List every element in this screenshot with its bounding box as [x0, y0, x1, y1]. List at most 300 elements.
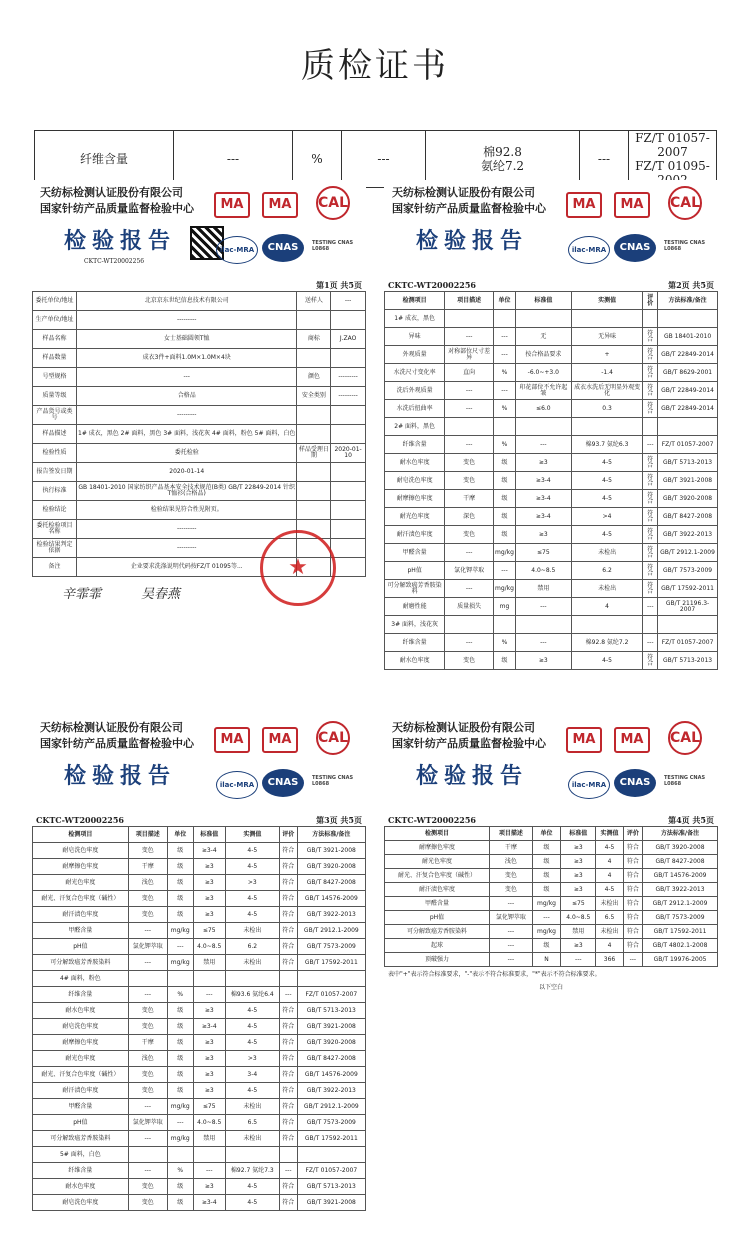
table-cell: GB/T 5713-2013 [658, 652, 718, 670]
table-cell: GB/T 2912.1-2009 [297, 923, 365, 939]
table-cell: 干摩 [128, 1035, 167, 1051]
table-cell: 禁用 [193, 1131, 225, 1147]
table-cell: 级 [494, 508, 516, 526]
report-title: 检验报告 [416, 228, 529, 254]
table-row [33, 292, 366, 311]
table-cell: 耐汗渍色牢度 [385, 883, 490, 897]
table-cell: --------- [331, 368, 366, 387]
table-cell: ≥3 [193, 859, 225, 875]
table-cell: 样品受理日期 [297, 444, 331, 463]
ilac-icon: ilac-MRA [568, 771, 610, 799]
table-cell [571, 616, 643, 634]
table-cell [445, 616, 494, 634]
table-cell: 符合 [643, 472, 658, 490]
table-cell: 符合 [279, 1035, 297, 1051]
table-cell: 耐光色牢度 [33, 875, 129, 891]
table-cell: 洗后外观质量 [385, 382, 445, 400]
table-cell: 干摩 [445, 490, 494, 508]
table-cell: 颜色 [297, 368, 331, 387]
table-cell: GB/T 7573-2009 [658, 562, 718, 580]
table-cell: 符合 [279, 843, 297, 859]
table-cell: 符合 [643, 562, 658, 580]
table-cell: -1.4 [571, 364, 643, 382]
table-cell: 4-5 [225, 907, 279, 923]
table-cell: --- [515, 598, 571, 616]
table-cell: 级 [167, 1195, 193, 1211]
table-row [385, 953, 718, 967]
table-cell: 耐光色牢度 [385, 508, 445, 526]
table-cell: 变色 [128, 1179, 167, 1195]
table-row [33, 923, 366, 939]
table-cell: --- [494, 346, 516, 364]
table-cell: ≥3-4 [515, 472, 571, 490]
table-cell [658, 418, 718, 436]
fiber-value: 棉92.8 氨纶7.2 [426, 131, 580, 188]
table-cell: 4 [596, 869, 623, 883]
table-cell: 符合 [279, 955, 297, 971]
table-row [385, 436, 718, 454]
fiber-cell: --- [342, 131, 426, 188]
table-cell: -6.0~+3.0 [515, 364, 571, 382]
table-cell: 未检出 [225, 1099, 279, 1115]
table-cell: 4.0~8.5 [515, 562, 571, 580]
table-cell: 3# 面料，浅花灰 [385, 616, 445, 634]
cnas-caption: TESTING CNAS L0868 [312, 775, 354, 787]
table-cell: 耐汗渍色牢度 [385, 526, 445, 544]
cnas-icon: CNAS [614, 234, 656, 262]
table-cell: ≥3 [193, 907, 225, 923]
table-cell: --- [128, 987, 167, 1003]
table-cell: --- [515, 436, 571, 454]
table-cell: 安全类别 [297, 387, 331, 406]
table-row [33, 875, 366, 891]
table-cell: --- [167, 939, 193, 955]
table-cell: GB/T 3921-2008 [297, 1195, 365, 1211]
fiber-unit: % [293, 131, 342, 188]
cnas-caption: TESTING CNAS L0868 [664, 240, 706, 252]
table-cell: 0.3 [571, 400, 643, 418]
cert-logos [212, 717, 362, 812]
table-cell [331, 539, 366, 558]
table-cell: 未检出 [571, 544, 643, 562]
table-cell: ≥3 [193, 1179, 225, 1195]
column-header: 检测项目 [385, 827, 490, 841]
table-cell: --- [128, 1163, 167, 1179]
table-row [385, 490, 718, 508]
table-cell: 4.0~8.5 [193, 939, 225, 955]
table-cell: GB/T 8427-2008 [297, 875, 365, 891]
table-cell: 变色 [445, 472, 494, 490]
table-cell: 4-5 [571, 490, 643, 508]
table-cell: 检验结果判定依据 [33, 539, 77, 558]
table-cell: 符合 [643, 454, 658, 472]
table-cell: ≥3 [193, 1083, 225, 1099]
table-cell: mg/kg [167, 1131, 193, 1147]
table-cell: 变色 [445, 454, 494, 472]
table-cell: 未检出 [596, 925, 623, 939]
table-cell: 成衣水洗后无明显外观变化 [571, 382, 643, 400]
table-cell: GB/T 17592-2011 [297, 1131, 365, 1147]
cma-icon: MA [566, 192, 602, 218]
table-cell: 可分解致癌芳香胺染料 [33, 1131, 129, 1147]
table-cell: --- [193, 1163, 225, 1179]
ilac-icon: ilac-MRA [568, 236, 610, 264]
table-cell: 干摩 [489, 841, 532, 855]
table-cell: 级 [167, 875, 193, 891]
table-cell: N [532, 953, 560, 967]
table-row [33, 987, 366, 1003]
table-row [385, 400, 718, 418]
table-row [385, 364, 718, 382]
table-row [33, 501, 366, 520]
table-cell: 6.2 [225, 939, 279, 955]
table-cell: 委托检验项目名称 [33, 520, 77, 539]
table-row [33, 425, 366, 444]
table-cell: 级 [167, 1051, 193, 1067]
table-cell: 耐摩擦色牢度 [385, 841, 490, 855]
table-cell: 符合 [279, 939, 297, 955]
table-cell: >3 [225, 875, 279, 891]
page-info: CKTC-WT20002256 第3页 共5页 [36, 815, 362, 825]
table-cell: 耐皂洗色牢度 [33, 1019, 129, 1035]
table-row [33, 1179, 366, 1195]
table-cell: 级 [494, 526, 516, 544]
table-cell: GB/T 7573-2009 [297, 1115, 365, 1131]
table-cell: GB/T 3921-2008 [297, 1019, 365, 1035]
table-row [33, 387, 366, 406]
column-header: 方法标准/备注 [643, 827, 718, 841]
table-cell [515, 310, 571, 328]
table-cell: GB/T 8629-2001 [658, 364, 718, 382]
table-cell: 成衣3件+面料1.0M×1.0M×4块 [76, 349, 297, 368]
table-cell: ≥3 [561, 939, 596, 953]
table-cell: 耐摩擦色牢度 [33, 1035, 129, 1051]
table-cell [193, 1147, 225, 1163]
table-cell: 级 [167, 1003, 193, 1019]
table-cell: 氯化钾萃取 [489, 911, 532, 925]
cnas-caption: TESTING CNAS L0868 [312, 240, 354, 252]
table-cell: 符合 [279, 907, 297, 923]
table-row [33, 1003, 366, 1019]
table-cell: GB/T 2912.1-2009 [643, 897, 718, 911]
table-row [385, 544, 718, 562]
table-cell: 5# 面料，白色 [33, 1147, 129, 1163]
table-cell: 甲醛含量 [385, 897, 490, 911]
cma-icon: MA [262, 192, 298, 218]
table-cell: ≥3 [515, 454, 571, 472]
table-cell: 级 [167, 1019, 193, 1035]
table-cell: --- [445, 400, 494, 418]
table-cell: 4-5 [571, 526, 643, 544]
table-cell: 浅色 [128, 875, 167, 891]
table-cell: 变色 [445, 652, 494, 670]
table-cell [445, 418, 494, 436]
table-cell: 商标 [297, 330, 331, 349]
table-cell: 棉92.8 氨纶7.2 [571, 634, 643, 652]
column-header: 标准值 [515, 292, 571, 310]
table-row [33, 444, 366, 463]
table-row [385, 939, 718, 953]
table-cell: 质量损失 [445, 598, 494, 616]
table-cell: 未检出 [225, 923, 279, 939]
table-cell: 符合 [279, 1083, 297, 1099]
table-cell: 委托检验 [76, 444, 297, 463]
table-cell: 2020-01-14 [76, 463, 297, 482]
table-cell: GB/T 19976-2005 [643, 953, 718, 967]
table-cell [331, 311, 366, 330]
column-header: 单位 [532, 827, 560, 841]
table-cell: 甲醛含量 [33, 1099, 129, 1115]
table-cell: 变色 [489, 869, 532, 883]
column-header: 单位 [167, 827, 193, 843]
table-cell: 氯化钾萃取 [128, 939, 167, 955]
table-row [385, 911, 718, 925]
cal-icon: CAL [668, 721, 702, 755]
table-cell: % [167, 987, 193, 1003]
table-cell: 4-5 [225, 1179, 279, 1195]
table-cell: ≥3-4 [193, 1195, 225, 1211]
table-cell: 符合 [643, 652, 658, 670]
table-row [33, 311, 366, 330]
table-cell: ≥3 [193, 891, 225, 907]
table-cell: GB/T 3921-2008 [658, 472, 718, 490]
table-row [385, 382, 718, 400]
table-cell: 耐磨性能 [385, 598, 445, 616]
table-row [33, 907, 366, 923]
table-row [385, 616, 718, 634]
table-cell: mg [494, 598, 516, 616]
table-cell: 级 [494, 652, 516, 670]
table-cell: GB/T 22849-2014 [658, 400, 718, 418]
table-cell: 耐光、汗复合色牢度（碱性） [33, 891, 129, 907]
cma-icon: MA [214, 192, 250, 218]
table-cell: 符合 [279, 875, 297, 891]
table-row [33, 463, 366, 482]
table-cell: 4 [596, 855, 623, 869]
table-cell [331, 520, 366, 539]
table-cell: 4.0~8.5 [561, 911, 596, 925]
table-cell: GB 18401-2010 [658, 328, 718, 346]
table-cell [494, 310, 516, 328]
table-cell: 6.2 [571, 562, 643, 580]
table-cell: 级 [167, 907, 193, 923]
table-cell [297, 501, 331, 520]
table-cell: --- [167, 1115, 193, 1131]
table-cell: --- [643, 634, 658, 652]
table-row [33, 1051, 366, 1067]
table-cell: 直向 [445, 364, 494, 382]
page-title: 质检证书 [301, 46, 449, 86]
table-cell: 级 [494, 490, 516, 508]
table-cell: --- [489, 925, 532, 939]
cert-logos [564, 182, 714, 277]
table-cell: 变色 [489, 883, 532, 897]
table-cell: --- [279, 987, 297, 1003]
table-row [385, 418, 718, 436]
ilac-icon: ilac-MRA [216, 236, 258, 264]
ilac-icon: ilac-MRA [216, 771, 258, 799]
table-cell: 6.5 [596, 911, 623, 925]
table-cell: --------- [76, 311, 297, 330]
footnote: 表中"+"表示符合标准要求，"-"表示不符合标准要求，"*"表示不符合标准要求。 [388, 971, 601, 978]
table-cell: 耐皂洗色牢度 [33, 843, 129, 859]
table-cell: 符合 [279, 923, 297, 939]
table-row [385, 652, 718, 670]
table-cell: 变色 [128, 891, 167, 907]
table-row [385, 508, 718, 526]
table-cell: 3-4 [225, 1067, 279, 1083]
report-header [32, 715, 366, 815]
table-cell: FZ/T 01057-2007 [658, 634, 718, 652]
table-cell: 样品描述 [33, 425, 77, 444]
table-cell: 浅色 [489, 855, 532, 869]
report-page-2 [384, 180, 718, 700]
table-cell [225, 971, 279, 987]
table-cell: --- [494, 562, 516, 580]
table-cell: FZ/T 01057-2007 [658, 436, 718, 454]
table-cell: ≥3 [515, 526, 571, 544]
table-cell: GB/T 17592-2011 [643, 925, 718, 939]
table-cell [128, 971, 167, 987]
fiber-cell: --- [174, 131, 293, 188]
column-header: 检测项目 [385, 292, 445, 310]
table-cell [515, 616, 571, 634]
table-cell: mg/kg [167, 1099, 193, 1115]
table-cell: --- [445, 580, 494, 598]
table-cell: 棉92.7 氨纶7.3 [225, 1163, 279, 1179]
table-cell: GB/T 8427-2008 [643, 855, 718, 869]
report-table [32, 826, 366, 1211]
table-cell: 级 [532, 883, 560, 897]
report-page-1 [32, 180, 366, 620]
page-info: CKTC-WT20002256 第2页 共5页 [388, 280, 714, 290]
table-cell: 异味 [385, 328, 445, 346]
table-cell [225, 1147, 279, 1163]
table-cell: 4-5 [225, 859, 279, 875]
table-cell: FZ/T 01057-2007 [297, 1163, 365, 1179]
table-cell: ≤6.0 [515, 400, 571, 418]
table-cell: 顶破强力 [385, 953, 490, 967]
table-cell [297, 463, 331, 482]
table-cell [167, 1147, 193, 1163]
table-cell: 级 [532, 841, 560, 855]
table-cell: ≤75 [193, 1099, 225, 1115]
table-cell: --- [494, 328, 516, 346]
table-cell: GB/T 22849-2014 [658, 382, 718, 400]
table-cell [279, 1147, 297, 1163]
table-cell: GB/T 14576-2009 [297, 891, 365, 907]
table-cell: --------- [76, 406, 297, 425]
table-cell: mg/kg [494, 544, 516, 562]
table-cell: 级 [167, 1035, 193, 1051]
table-cell: 耐水色牢度 [385, 652, 445, 670]
table-cell: 符合 [623, 841, 642, 855]
table-cell: 符合 [623, 925, 642, 939]
report-title: 检验报告 [64, 228, 177, 254]
table-cell: GB/T 5713-2013 [297, 1179, 365, 1195]
table-cell [494, 418, 516, 436]
table-row [385, 855, 718, 869]
table-cell: 4-5 [571, 472, 643, 490]
table-row [385, 841, 718, 855]
table-cell: 变色 [128, 1019, 167, 1035]
column-header: 项目描述 [128, 827, 167, 843]
report-table [384, 291, 718, 670]
table-cell: 氯化钾萃取 [445, 562, 494, 580]
table-cell: 干摩 [128, 859, 167, 875]
table-row [33, 349, 366, 368]
table-cell: ≤75 [193, 923, 225, 939]
table-cell: --------- [331, 387, 366, 406]
table-cell: pH值 [385, 562, 445, 580]
cma-icon: MA [214, 727, 250, 753]
table-cell: 符合 [643, 382, 658, 400]
cnas-icon: CNAS [614, 769, 656, 797]
table-row [33, 1131, 366, 1147]
table-cell: 耐水色牢度 [33, 1179, 129, 1195]
table-cell: 符合 [279, 1067, 297, 1083]
table-cell [494, 616, 516, 634]
table-cell [297, 406, 331, 425]
table-cell: 4-5 [225, 843, 279, 859]
table-cell: 4-5 [225, 1195, 279, 1211]
table-cell: 符合 [643, 328, 658, 346]
table-cell: 无异味 [571, 328, 643, 346]
table-cell: --------- [76, 539, 297, 558]
table-cell: 符合 [279, 1003, 297, 1019]
table-row [33, 1019, 366, 1035]
table-cell: GB/T 3922-2013 [643, 883, 718, 897]
table-cell: 棉93.7 氨纶6.3 [571, 436, 643, 454]
table-cell [643, 616, 658, 634]
table-cell: --- [643, 436, 658, 454]
table-row [33, 1035, 366, 1051]
table-cell: --- [128, 1099, 167, 1115]
table-cell: --- [445, 436, 494, 454]
table-row [33, 1147, 366, 1163]
column-header: 方法标准/备注 [658, 292, 718, 310]
table-cell: 变色 [128, 1195, 167, 1211]
table-cell: 4 [596, 939, 623, 953]
table-cell: 变色 [128, 1003, 167, 1019]
table-cell: 纤维含量 [385, 634, 445, 652]
table-cell [445, 310, 494, 328]
table-cell: 符合 [279, 1195, 297, 1211]
table-cell: GB/T 17592-2011 [658, 580, 718, 598]
table-cell: 符合 [623, 939, 642, 953]
table-cell [331, 482, 366, 501]
table-cell: 4-5 [225, 1083, 279, 1099]
column-header: 标准值 [193, 827, 225, 843]
table-cell: 可分解致癌芳香胺染料 [385, 925, 490, 939]
table-cell: 符合 [643, 364, 658, 382]
table-cell: 女士基础圆领T恤 [76, 330, 297, 349]
table-cell: GB/T 5713-2013 [658, 454, 718, 472]
table-row [385, 580, 718, 598]
table-cell: 水洗后扭曲率 [385, 400, 445, 418]
table-cell: >4 [571, 508, 643, 526]
table-cell: 耐光色牢度 [33, 1051, 129, 1067]
table-cell: 级 [167, 891, 193, 907]
table-cell: GB/T 2912.1-2009 [297, 1099, 365, 1115]
table-cell: 印花部位不允许起皱 [515, 382, 571, 400]
column-header: 单位 [494, 292, 516, 310]
table-cell: 检验结果见符合性见附页。 [76, 501, 297, 520]
table-cell: --- [643, 598, 658, 616]
table-cell: 可分解致癌芳香胺染料 [33, 955, 129, 971]
table-cell: mg/kg [532, 897, 560, 911]
table-cell: 1# 成衣，黑色 2# 面料，黑色 3# 面料，浅花灰 4# 面料，粉色 5# 面料，白色 [76, 425, 297, 444]
